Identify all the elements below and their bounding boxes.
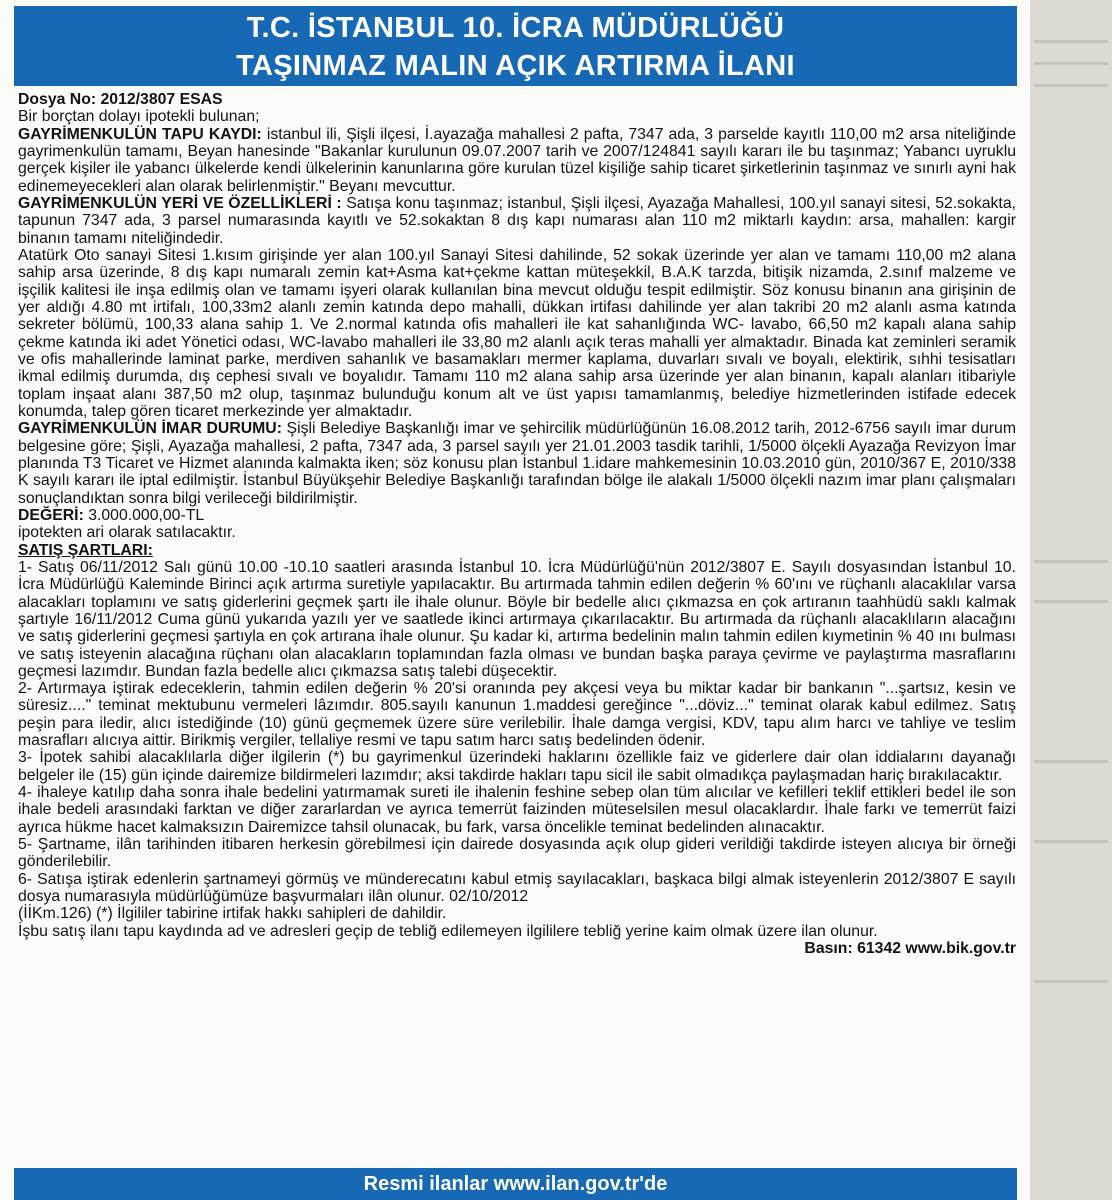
sart-6: 6- Satışa iştirak edenlerin şartnameyi görmüş ve münderecatını kabul etmiş sayılacakları, başkaca bilgi almak isteyenlerin 2012/3807 E sayılı dosya numarasıyla müdürlüğümüze başvurmaları ilân olunur. 02/10/2012 (18, 870, 1016, 906)
yeri-label: GAYRİMENKULÜN YERİ VE ÖZELLİKLERİ : (18, 194, 342, 212)
closing-text: İşbu satış ilanı tapu kaydında ad ve adresleri geçip de tebliğ edilemeyen ilgililere tebliğ yerine kaim olmak üzere ilan olunur. (18, 922, 878, 940)
adjacent-text-line (1034, 560, 1108, 563)
adjacent-text-line (1034, 840, 1108, 843)
yeri-text: Satışa konu taşınmaz; istanbul, Şişli ilçesi, Ayazağa Mahallesi, 100.yıl sanayi sitesi, 52.sokakta, tapunun 7347 ada, 3 parsel numarasında kayıtlı ve 52.sokaktan 8 dış kapı numarası alan 110 m2 miktarlı kaydın: arsa, mahallen: kargir binanın tamamı niteliğindedir. (18, 194, 1016, 247)
imar-text: Şişli Belediye Başkanlığı imar ve şehircilik müdürlüğünün 16.08.2012 tarih, 2012-6756 sayılı imar durum belgesine göre; Şişli, Ayazağa mahallesi, 2 pafta, 7347 ada, 3 parsel sayılı yer 21.01.2003 tasdik tarihli, 1/5000 ölçekli Ayazağa Revizyon İmar planında T3 Ticaret ve Hizmet alanında kalmakta iken; söz konusu plan İstanbul 1.idare mahkemesinin 10.03.2010 gün, 2010/367 E, 2010/338 K sayılı kararı ile iptal edilmiştir. İstanbul Büyükşehir Belediye Başkanlığı tarafından bölge ile alakalı 1/5000 ölçekli nazım imar planı çalışmaları sonuçlandıktan sonra bilgi verileceği bildirilmiştir. (18, 420, 1016, 507)
adjacent-text-line (1034, 84, 1108, 87)
reference-note: (İİKm.126) (*) İlgililer tabirine irtifak hakkı sahipleri de dahildir. (18, 905, 447, 923)
sart-3: 3- İpotek sahibi alacaklılarla diğer ilgilerin (*) bu gayrimenkul üzerindeki haklarını özellikle faiz ve giderlere dair olan iddialarını dayanağı belgeler ile (15) gün içinde dairemize bildirmeleri lazımdır; aksi takdirde hakları tapu sicil ile sabit olmadıkça paylaşmadan hariç bırakılacaktır. (18, 749, 1016, 784)
press-reference: Basın: 61342 www.bik.gov.tr (804, 940, 1016, 958)
tapu-section (18, 126, 1016, 195)
adjacent-text-line (1034, 40, 1108, 43)
intro-line: Bir borçtan dolayı ipotekli bulunan; (18, 108, 260, 126)
notice-title-line2: TAŞINMAZ MALIN AÇIK ARTIRMA İLANI (236, 50, 795, 82)
sart-5: 5- Şartname, ilân tarihinden itibaren herkesin görebilmesi için dairede dosyasında açık olup gideri verildiği takdirde isteyen alıcıya bir örneği gönderilebilir. (18, 836, 1016, 871)
adjacent-text-line (1034, 760, 1108, 763)
sart-4: 4- ihaleye katılıp daha sonra ihale bedelini yatırmamak sureti ile ihalenin feshine sebep olan tüm alıcılar ve kefilleri teklif ettikleri bedel ile son ihale bedeli arasındaki farktan ve diğer zararlardan ve ayrıca temerrüt faizinden müteselsilen mesul olacaklardır. İhale farkı ve temerrüt faizi ayrıca hükme hacet kalmaksızın Dairemizce tahsil olunacak, bu fark, varsa öncelikle teminat bedelinden alınacaktır. (18, 784, 1016, 836)
yeri-section (18, 195, 1016, 247)
adjacent-text-line (1034, 980, 1108, 983)
notice-title-line1: T.C. İSTANBUL 10. İCRA MÜDÜRLÜĞÜ (246, 12, 785, 44)
tapu-text: istanbul ili, Şişli ilçesi, İ.ayazağa mahallesi 2 pafta, 7347 ada, 3 parselde kayıtlı 110,00 m2 arsa niteliğinde gayrimenkulün tamamı, Beyan hanesinde "Bakanlar kurulunun 09.07.2007 tarih ve 2007/124841 sayılı kararı ile bu taşınmaz; Yabancı uyruklu gerçek kişiler ile yabancı ülkelerde kendi ülkelerinin kanunlarına göre kurulan tüzel kişiliğe sahip ticaret şirketlerinin taşınmaz ve sınırlı ayni hak edinemeyecekleri alan olarak belirlenmiştir." Beyanı mevcuttur. (18, 125, 1016, 195)
deger-note: ipotekten ari olarak satılacaktır. (18, 524, 236, 542)
deger-value: 3.000.000,00-TL (83, 506, 205, 524)
adjacent-text-line (1034, 62, 1108, 65)
ozellik-text: Atatürk Oto sanayi Sitesi 1.kısım girişinde yer alan 100.yıl Sanayi Sitesi dahilinde, 52 sokak üzerinde yer alan ve tamamı 110,00 m2 alana sahip arsa üzerinde, 8 dış kapı numaralı zemin kat+Asma kat+çekme kattan müteşekkil, B.A.K tarzda, bitişik nizamda, 2.sınıf malzeme ve işçilik kalitesi ile inşa edilmiş olan ve tamamı işyeri olarak kullanılan bina mevcut olduğu tespit edilmiştir. Söz konusu binanın ana girişinin de yer aldığı 4.80 mt irtifalı, 100,33m2 alanlı zemin katında depo mahalli, dükkan irtifası dahilinde yer alan takribi 20 m2 alanlı asma katında sekreter bölümü, 100,33 alana sahip 1. Ve 2.normal katında ofis mahalleri ile kat sahanlığında WC- lavabo, 66,50 m2 kapalı alana sahip çekme katında iki adet Yönetici odası, WC-lavabo mahalleri ile 33,80 m2 alanlı açık teras mahalli yer almaktadır. Binada kat zeminleri seramik ve ofis mahallerinde laminat parke, merdiven sahanlık ve basamakları mermer kaplama, duvarları sıvalı ve boyalı, elektirik, sıhhi tesisatları ikmal edilmiş durumda, dış cephesi sıvalı ve boyalıdır. Tamamı 110 m2 alana sahip arsa üzerinde yer alan binanın, kapalı alanları itibariyle toplam inşaat alanı 387,50 m2 olup, taşınmaz bulunduğu konum alt ve üst yapısı tamamlanmış, belediye hizmetlerinden istifade edecek konumda, talep gören ticaret merkezinde yer almaktadır. (18, 246, 1016, 420)
footer-banner: Resmi ilanlar www.ilan.gov.tr'de (14, 1168, 1017, 1200)
imar-section (18, 420, 1016, 507)
file-number: Dosya No: 2012/3807 ESAS (18, 91, 223, 108)
adjacent-column (1030, 0, 1112, 1200)
sart-2: 2- Artırmaya iştirak edeceklerin, tahmin edilen değerin % 20'si oranında pey akçesi veya bu miktar kadar bir bankanın "...şartsız, kesin ve süresiz...." teminat mektubunu vermeleri lâzımdır. 805.sayılı kanunun 1.maddesi gereğince "...döviz..." teminat olarak kabul edilmez. Satış peşin para iledir, alıcı istediğinde (10) günü geçmemek üzere süre verilebilir. İhale damga vergisi, KDV, tapu alım harcı ve tahliye ve teslim masrafları alıcıya aittir. Birikmiş vergiler, tellaliye resmi ve tapu satım harcı satış bedelinden ödenir. (18, 680, 1016, 750)
notice-body (18, 91, 1016, 957)
deger-section (18, 507, 1016, 524)
sart-1: 1- Satış 06/11/2012 Salı günü 10.00 -10.10 saatleri arasında İstanbul 10. İcra Müdürlüğü'nün 2012/3807 E. Sayılı dosyasından İstanbul 10. İcra Müdürlüğü Kaleminde Birinci açık artırma suretiyle yapılacaktır. Bu artırmada tahmin edilen değerin % 60'ını ve rüçhanlı alacaklılar varsa alacakları toplamını ve satış giderlerini geçmek şartı ile ihale olunur. Böyle bir bedelle alıcı çıkmazsa en çok artıranın taahhüdü saklı kalmak şartıyle 16/11/2012 Cuma günü yukarıda yazılı yer ve saatlede ikinci artırmaya çıkarılacaktır. Bu artırmada da rüçhanlı alacaklıların alacağını ve satış giderlerini geçmesi şartıyla en çok artırana ihale olunur. Şu kadar ki, artırma bedelinin malın tahmin edilen kıymetinin % 40 ını bulması ve satış isteyenin alacağına rüçhanı olan alacakların toplamından fazla olması ve bundan başka paraya çevirme ve paylaştırma masraflarını geçmesi lazımdır. Bundan fazla bedelle alıcı çıkmazsa satış talebi düşecektir. (18, 558, 1016, 680)
imar-label: GAYRİMENKULÜN İMAR DURUMU: (18, 420, 282, 438)
notice-header (14, 6, 1017, 86)
sartlar-label: SATIŞ ŞARTLARI: (18, 541, 153, 559)
adjacent-text-line (1034, 600, 1108, 603)
deger-label: DEĞERİ: (18, 506, 84, 524)
tapu-label: GAYRİMENKULÜN TAPU KAYDI: (18, 125, 262, 143)
